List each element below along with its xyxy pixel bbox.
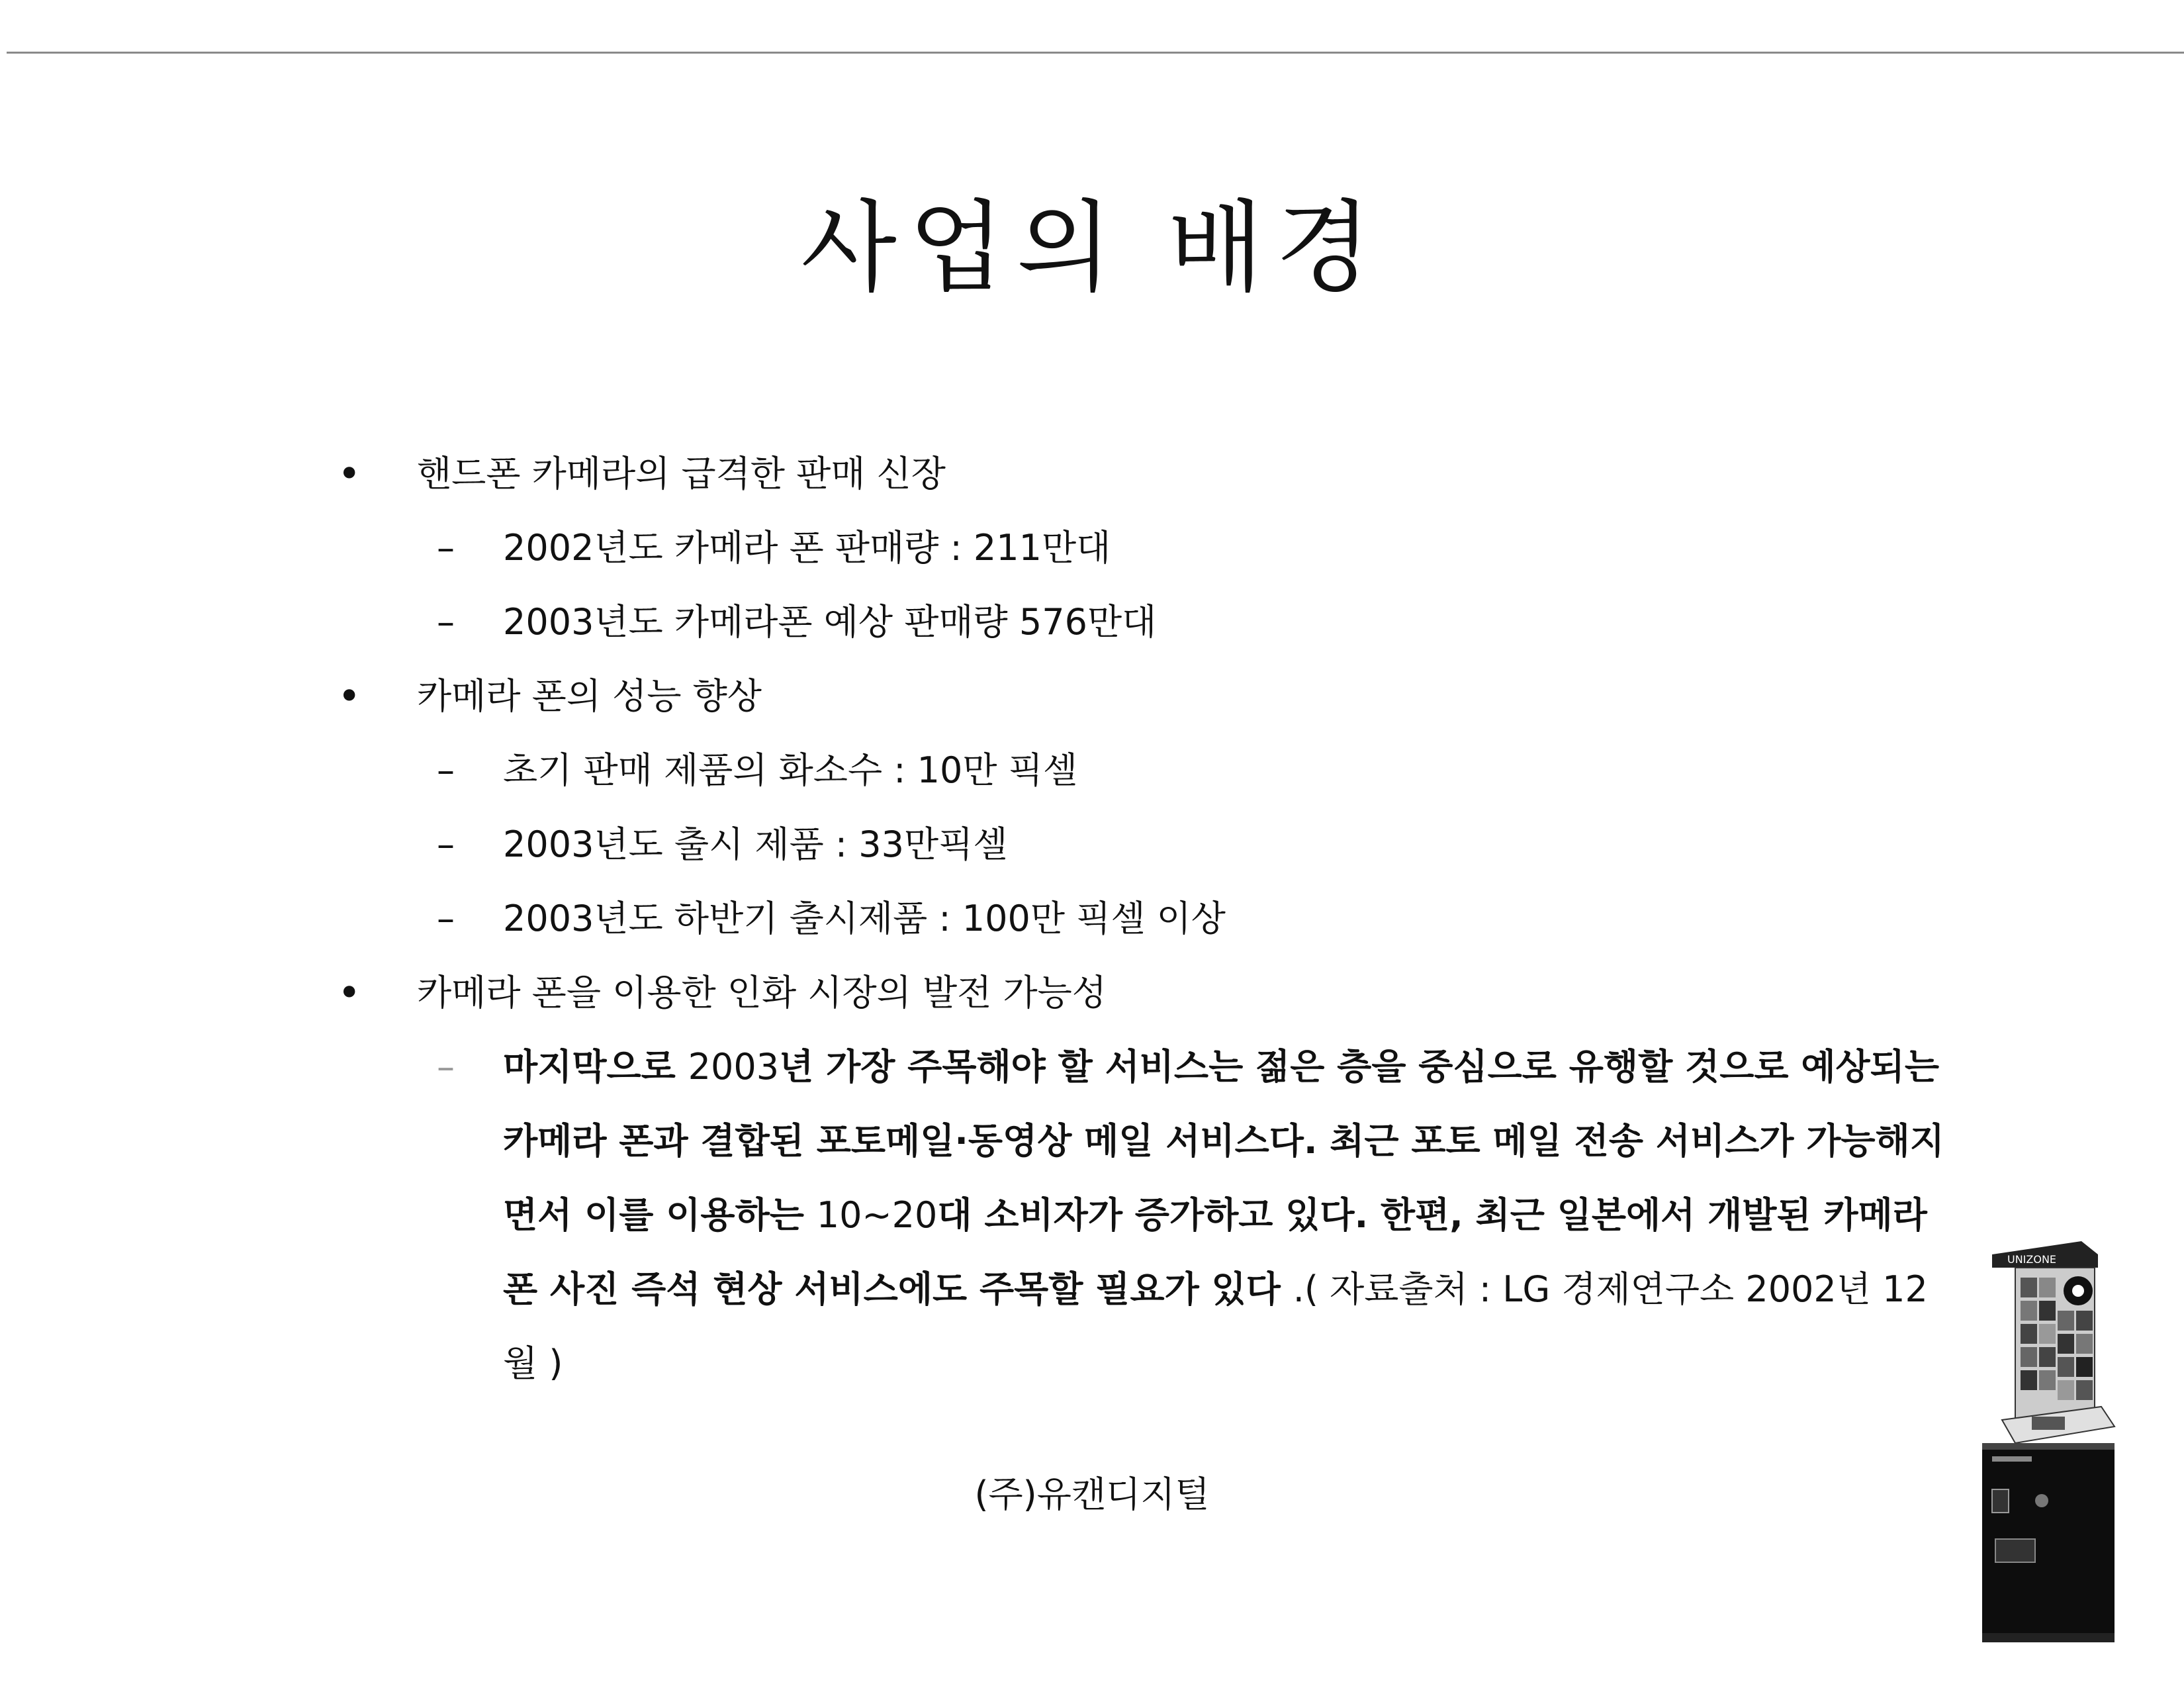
dash-marker: – bbox=[437, 749, 455, 791]
sub-bullet-paragraph bbox=[331, 1030, 1959, 1401]
bullet-item bbox=[331, 956, 1959, 1030]
bullet-dot: • bbox=[338, 673, 361, 720]
bullet-text: 카메라 폰을 이용한 인화 시장의 발전 가능성 bbox=[417, 972, 1107, 1013]
dash-marker: – bbox=[437, 823, 455, 865]
sub-bullet-text: 2003년도 출시 제품 : 33만픽셀 bbox=[503, 823, 1008, 865]
dash-marker: – bbox=[437, 601, 455, 643]
dash-marker: – bbox=[437, 898, 455, 939]
sub-bullet-item bbox=[331, 733, 1959, 808]
paragraph-segment: 2003 bbox=[688, 1046, 780, 1088]
paragraph-segment: 마지막으로 bbox=[503, 1046, 688, 1088]
photo-kiosk-icon bbox=[1976, 1228, 2118, 1645]
bullet-item bbox=[331, 437, 1959, 511]
sub-bullet-text: 초기 판매 제품의 화소수 : 10만 픽셀 bbox=[503, 749, 1078, 791]
paragraph-segment: 년 가장 주목해야 할 서비스는 젊은 층을 중심으로 유행할 것으로 예상되는 카메라 폰과 결합된 포토메일·동영상 메일 서비스다. 최근 포토 메일 전송 서비스가 가능해지면서 이를 이용하는 bbox=[503, 1046, 1944, 1236]
company-footer: (주)유캔디지털 bbox=[974, 1474, 1210, 1515]
bullet-text: 카메라 폰의 성능 향상 bbox=[417, 675, 762, 717]
dash-marker: – bbox=[437, 527, 455, 569]
top-rule bbox=[7, 52, 2184, 54]
bullet-dot: • bbox=[338, 970, 361, 1016]
bullet-dot: • bbox=[338, 451, 361, 497]
sub-bullet-item bbox=[331, 511, 1959, 585]
paragraph-segment: .( 자료출처 : LG 경제연구소 2002년 12월 ) bbox=[503, 1268, 1928, 1384]
sub-bullet-text: 2002년도 카메라 폰 판매량 : 211만대 bbox=[503, 527, 1111, 569]
sub-bullet-item bbox=[331, 882, 1959, 956]
bullet-text: 핸드폰 카메라의 급격한 판매 신장 bbox=[417, 453, 946, 494]
sub-bullet-text: 2003년도 카메라폰 예상 판매량 576만대 bbox=[503, 601, 1157, 643]
sub-bullet-item bbox=[331, 808, 1959, 882]
paragraph-segment: 대 소비자가 증가하고 있다. 한편, 최근 일본에서 개발된 카메라 폰 사진 즉석 현상 서비스에도 주목할 필요가 있다 bbox=[503, 1194, 1927, 1310]
paragraph-segment: 10~20 bbox=[816, 1194, 938, 1236]
page-title: 사업의 배경 bbox=[800, 191, 1384, 306]
dash-marker: – bbox=[437, 1046, 455, 1088]
bullet-list bbox=[331, 437, 1959, 1401]
kiosk-brand-label: UNIZONE bbox=[2007, 1253, 2057, 1266]
bullet-item bbox=[331, 659, 1959, 733]
sub-bullet-text: 2003년도 하반기 출시제품 : 100만 픽셀 이상 bbox=[503, 898, 1226, 939]
sub-bullet-item bbox=[331, 585, 1959, 659]
